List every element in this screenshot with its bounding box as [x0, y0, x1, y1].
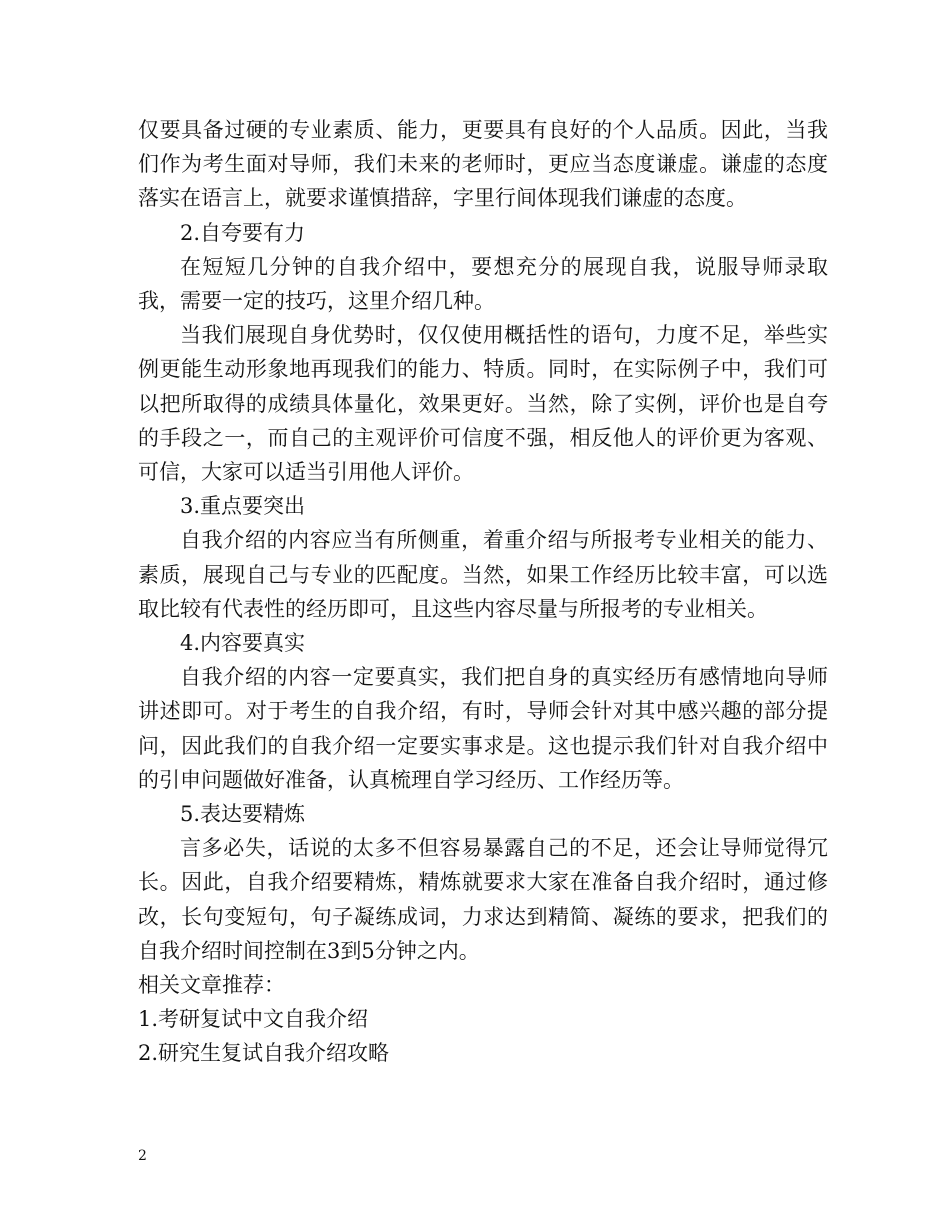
- paragraph: 言多必失，话说的太多不但容易暴露自己的不足，还会让导师觉得冗长。因此，自我介绍要精炼，精炼就要求大家在准备自我介绍时，通过修改，长句变短句，句子凝练成词，力求达到精简、凝练的要求，把我们的自我介绍时间控制在3到5分钟之内。: [138, 836, 828, 963]
- section-heading-3: 3.重点要突出: [180, 494, 306, 519]
- paragraph: 自我介绍的内容一定要真实，我们把自身的真实经历有感情地向导师讲述即可。对于考生的自我介绍，有时，导师会针对其中感兴趣的部分提问，因此我们的自我介绍一定要实事求是。这也提示我们针对自我介绍中的引申问题做好准备，认真梳理自学习经历、工作经历等。: [138, 665, 828, 792]
- section-heading-4: 4.内容要真实: [180, 631, 306, 656]
- document-body: [138, 113, 828, 1071]
- paragraph-continued: 仅要具备过硬的专业素质、能力，更要具有良好的个人品质。因此，当我们作为考生面对导师，我们未来的老师时，更应当态度谦虚。谦虚的态度落实在语言上，就要求谨慎措辞，字里行间体现我们谦虚的态度。: [138, 118, 828, 211]
- related-articles-title: 相关文章推荐：: [138, 973, 285, 998]
- section-heading-2: 2.自夸要有力: [180, 220, 306, 245]
- related-article-link[interactable]: 2.研究生复试自我介绍攻略: [138, 1041, 390, 1066]
- page-number: 2: [138, 1148, 147, 1164]
- paragraph: 当我们展现自身优势时，仅仅使用概括性的语句，力度不足，举些实例更能生动形象地再现我们的能力、特质。同时，在实际例子中，我们可以把所取得的成绩具体量化，效果更好。当然，除了实例，评价也是自夸的手段之一，而自己的主观评价可信度不强，相反他人的评价更为客观、可信，大家可以适当引用他人评价。: [138, 323, 828, 485]
- paragraph: 在短短几分钟的自我介绍中，要想充分的展现自我，说服导师录取我，需要一定的技巧，这里介绍几种。: [138, 254, 828, 314]
- paragraph: 自我介绍的内容应当有所侧重，着重介绍与所报考专业相关的能力、素质，展现自己与专业的匹配度。当然，如果工作经历比较丰富，可以选取比较有代表性的经历即可，且这些内容尽量与所报考的专业相关。: [138, 528, 828, 621]
- section-heading-5: 5.表达要精炼: [180, 802, 306, 827]
- related-article-link[interactable]: 1.考研复试中文自我介绍: [138, 1007, 369, 1032]
